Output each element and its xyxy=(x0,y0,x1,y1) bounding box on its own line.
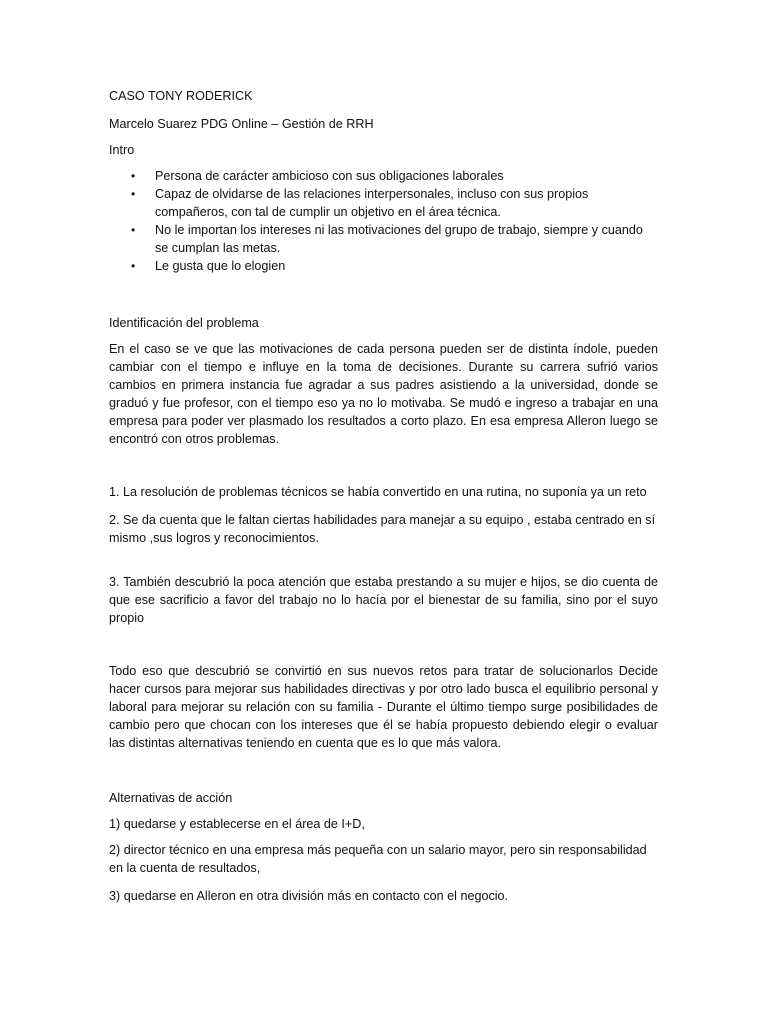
bullet-text: No le importan los intereses ni las motivaciones del grupo de trabajo, siempre y cuando se cumplan las metas. xyxy=(155,223,643,255)
bullet-icon: • xyxy=(131,223,136,237)
bullet-icon: • xyxy=(131,259,136,273)
summary-paragraph: Todo eso que descubrió se convirtió en sus nuevos retos para tratar de solucionarlos Decide hacer cursos para mejorar sus habilidades directivas y por otro lado busca el equilibrio personal y laboral para mejorar su relación con su familia - Durante el último tiempo surge posibilidades de cambio pero que chocan con los intereses que él se había propuesto debiendo elegir o evaluar las distintas alternativas teniendo en cuenta que es lo que más valora. xyxy=(109,664,658,750)
bullet-text: Capaz de olvidarse de las relaciones interpersonales, incluso con sus propios compañeros, con tal de cumplir un objetivo en el área técnica. xyxy=(155,187,589,219)
list-item xyxy=(109,221,658,257)
intro-heading: Intro xyxy=(109,143,135,157)
document-page xyxy=(109,0,658,1024)
problem-point-3: 3. También descubrió la poca atención que estaba prestando a su mujer e hijos, se dio cuenta de que ese sacrificio a favor del trabajo no lo hacía por el bienestar de su familia, sino por el suyo propio xyxy=(109,575,658,625)
alternatives-heading: Alternativas de acción xyxy=(109,791,233,805)
bullet-text: Le gusta que lo elogien xyxy=(155,259,286,273)
alternative-2: 2) director técnico en una empresa más pequeña con un salario mayor, pero sin responsabilidad en la cuenta de resultados, xyxy=(109,843,647,875)
alternative-1: 1) quedarse y establecerse en el área de I+D, xyxy=(109,817,365,831)
bullet-text: Persona de carácter ambicioso con sus obligaciones laborales xyxy=(155,169,504,183)
problem-paragraph: En el caso se ve que las motivaciones de cada persona pueden ser de distinta índole, pueden cambiar con el tiempo e influye en la toma de decisiones. Durante su carrera sufrió varios cambios en primera instancia fue agradar a sus padres asistiendo a la universidad, donde se graduó y fue profesor, con el tiempo eso ya no lo motivaba. Se mudó e ingreso a trabajar en una empresa para poder ver plasmado los resultados a corto plazo. En esa empresa Alleron luego se encontró con otros problemas. xyxy=(109,342,658,446)
author-line: Marcelo Suarez PDG Online – Gestión de RRH xyxy=(109,117,374,131)
list-item xyxy=(109,185,658,221)
list-item xyxy=(109,257,658,275)
bullet-icon: • xyxy=(131,187,136,201)
problem-point-2: 2. Se da cuenta que le faltan ciertas habilidades para manejar a su equipo , estaba centrado en sí mismo ,sus logros y reconocimientos. xyxy=(109,513,656,545)
alternative-3: 3) quedarse en Alleron en otra división más en contacto con el negocio. xyxy=(109,889,509,903)
problem-point-1: 1. La resolución de problemas técnicos se había convertido en una rutina, no suponía ya un reto xyxy=(109,485,647,499)
list-item xyxy=(109,167,658,185)
problem-heading: Identificación del problema xyxy=(109,316,259,330)
document-title: CASO TONY RODERICK xyxy=(109,89,253,103)
intro-bullet-list xyxy=(109,167,658,275)
bullet-icon: • xyxy=(131,169,136,183)
